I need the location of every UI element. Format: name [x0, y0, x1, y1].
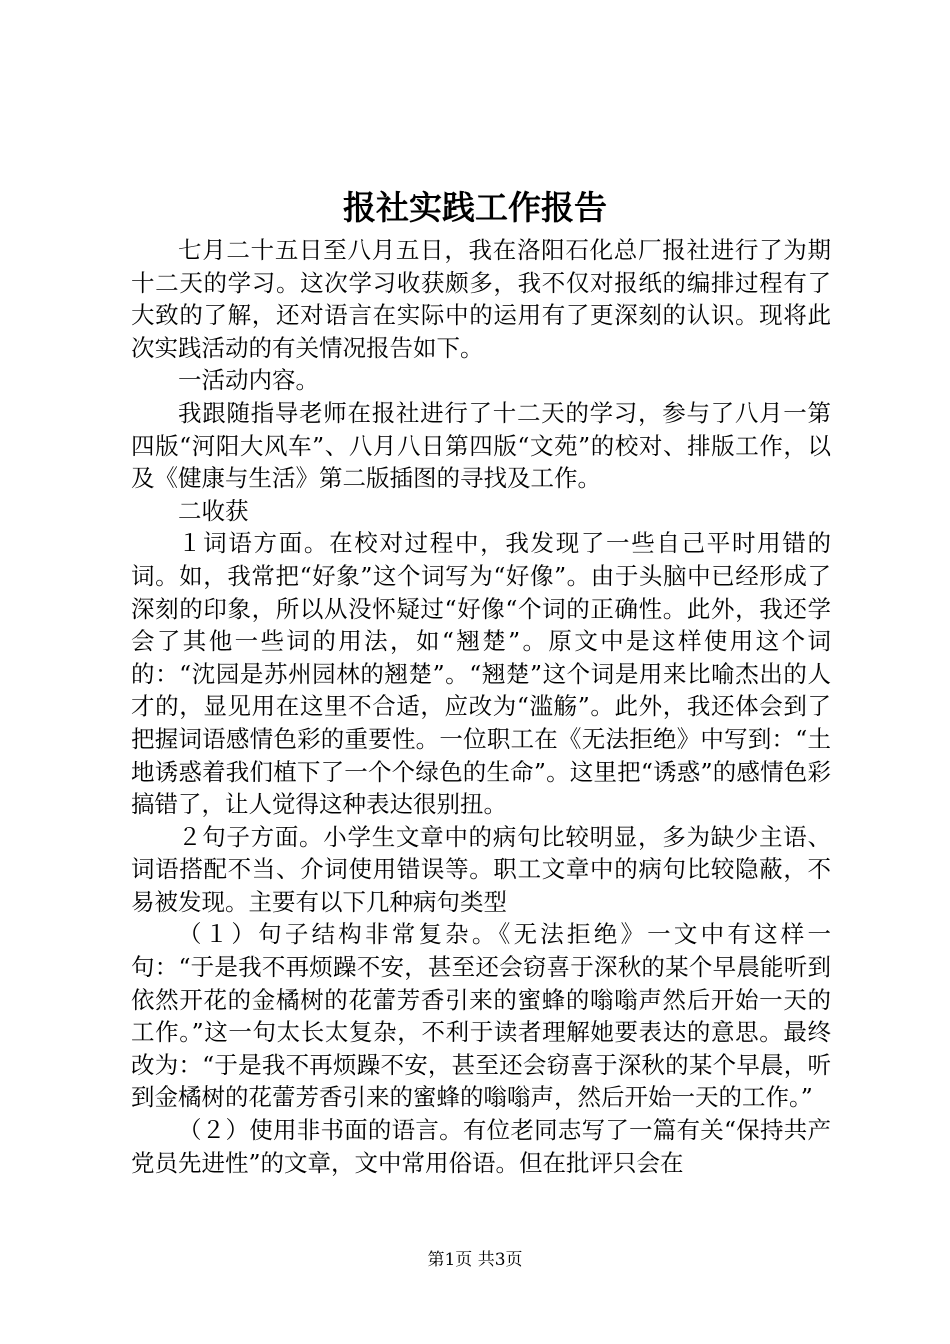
paragraph-words: １词语方面。在校对过程中，我发现了一些自己平时用错的词。如，我常把“好象”这个词写为“好像”。由于头脑中已经形成了深刻的印象，所以从没怀疑过“好像“个词的正确性。此外，我还学会了其他一些词的用法，如“翘楚”。原文中是这样使用这个词的：“沈园是苏州园林的翘楚”。“翘楚”这个词是用来比喻杰出的人才的，显见用在这里不合适，应改为“滥觞”。此外，我还体会到了把握词语感情色彩的重要性。一位职工在《无法拒绝》中写到：“土地诱惑着我们植下了一个个绿色的生命”。这里把“诱惑”的感情色彩搞错了，让人觉得这种表达很别扭。	[131, 529, 831, 819]
paragraph-activity: 我跟随指导老师在报社进行了十二天的学习，参与了八月一第四版“河阳大风车”、八月八日第四版“文苑”的校对、排版工作，以及《健康与生活》第二版插图的寻找及工作。	[131, 398, 831, 493]
page-footer: 第1页 共3页	[427, 1250, 523, 1270]
heading-gains: 二收获	[178, 496, 249, 525]
document-title: 报社实践工作报告	[343, 188, 607, 227]
heading-activity-content: 一活动内容。	[178, 366, 319, 395]
paragraph-sentences: ２句子方面。小学生文章中的病句比较明显，多为缺少主语、词语搭配不当、介词使用错误等。职工文章中的病句比较隐蔽，不易被发现。主要有以下几种病句类型	[131, 822, 831, 916]
paragraph-informal-language: （２）使用非书面的语言。有位老同志写了一篇有关“保持共产党员先进性”的文章，文中常用俗语。但在批评只会在	[131, 1116, 831, 1177]
paragraph-intro: 七月二十五日至八月五日，我在洛阳石化总厂报社进行了为期十二天的学习。这次学习收获颇多，我不仅对报纸的编排过程有了大致的了解，还对语言在实际中的运用有了更深刻的认识。现将此次实践活动的有关情况报告如下。	[131, 236, 831, 362]
paragraph-complex-structure: （１）句子结构非常复杂。《无法拒绝》一文中有这样一句：“于是我不再烦躁不安，甚至还会窃喜于深秋的某个早晨能听到依然开花的金橘树的花蕾芳香引来的蜜蜂的嗡嗡声然后开始一天的工作。”这一句太长太复杂，不利于读者理解她要表达的意思。最终改为：“于是我不再烦躁不安，甚至还会窃喜于深秋的某个早晨，听到金橘树的花蕾芳香引来的蜜蜂的嗡嗡声，然后开始一天的工作。”	[131, 920, 831, 1112]
document-body	[131, 234, 831, 1179]
